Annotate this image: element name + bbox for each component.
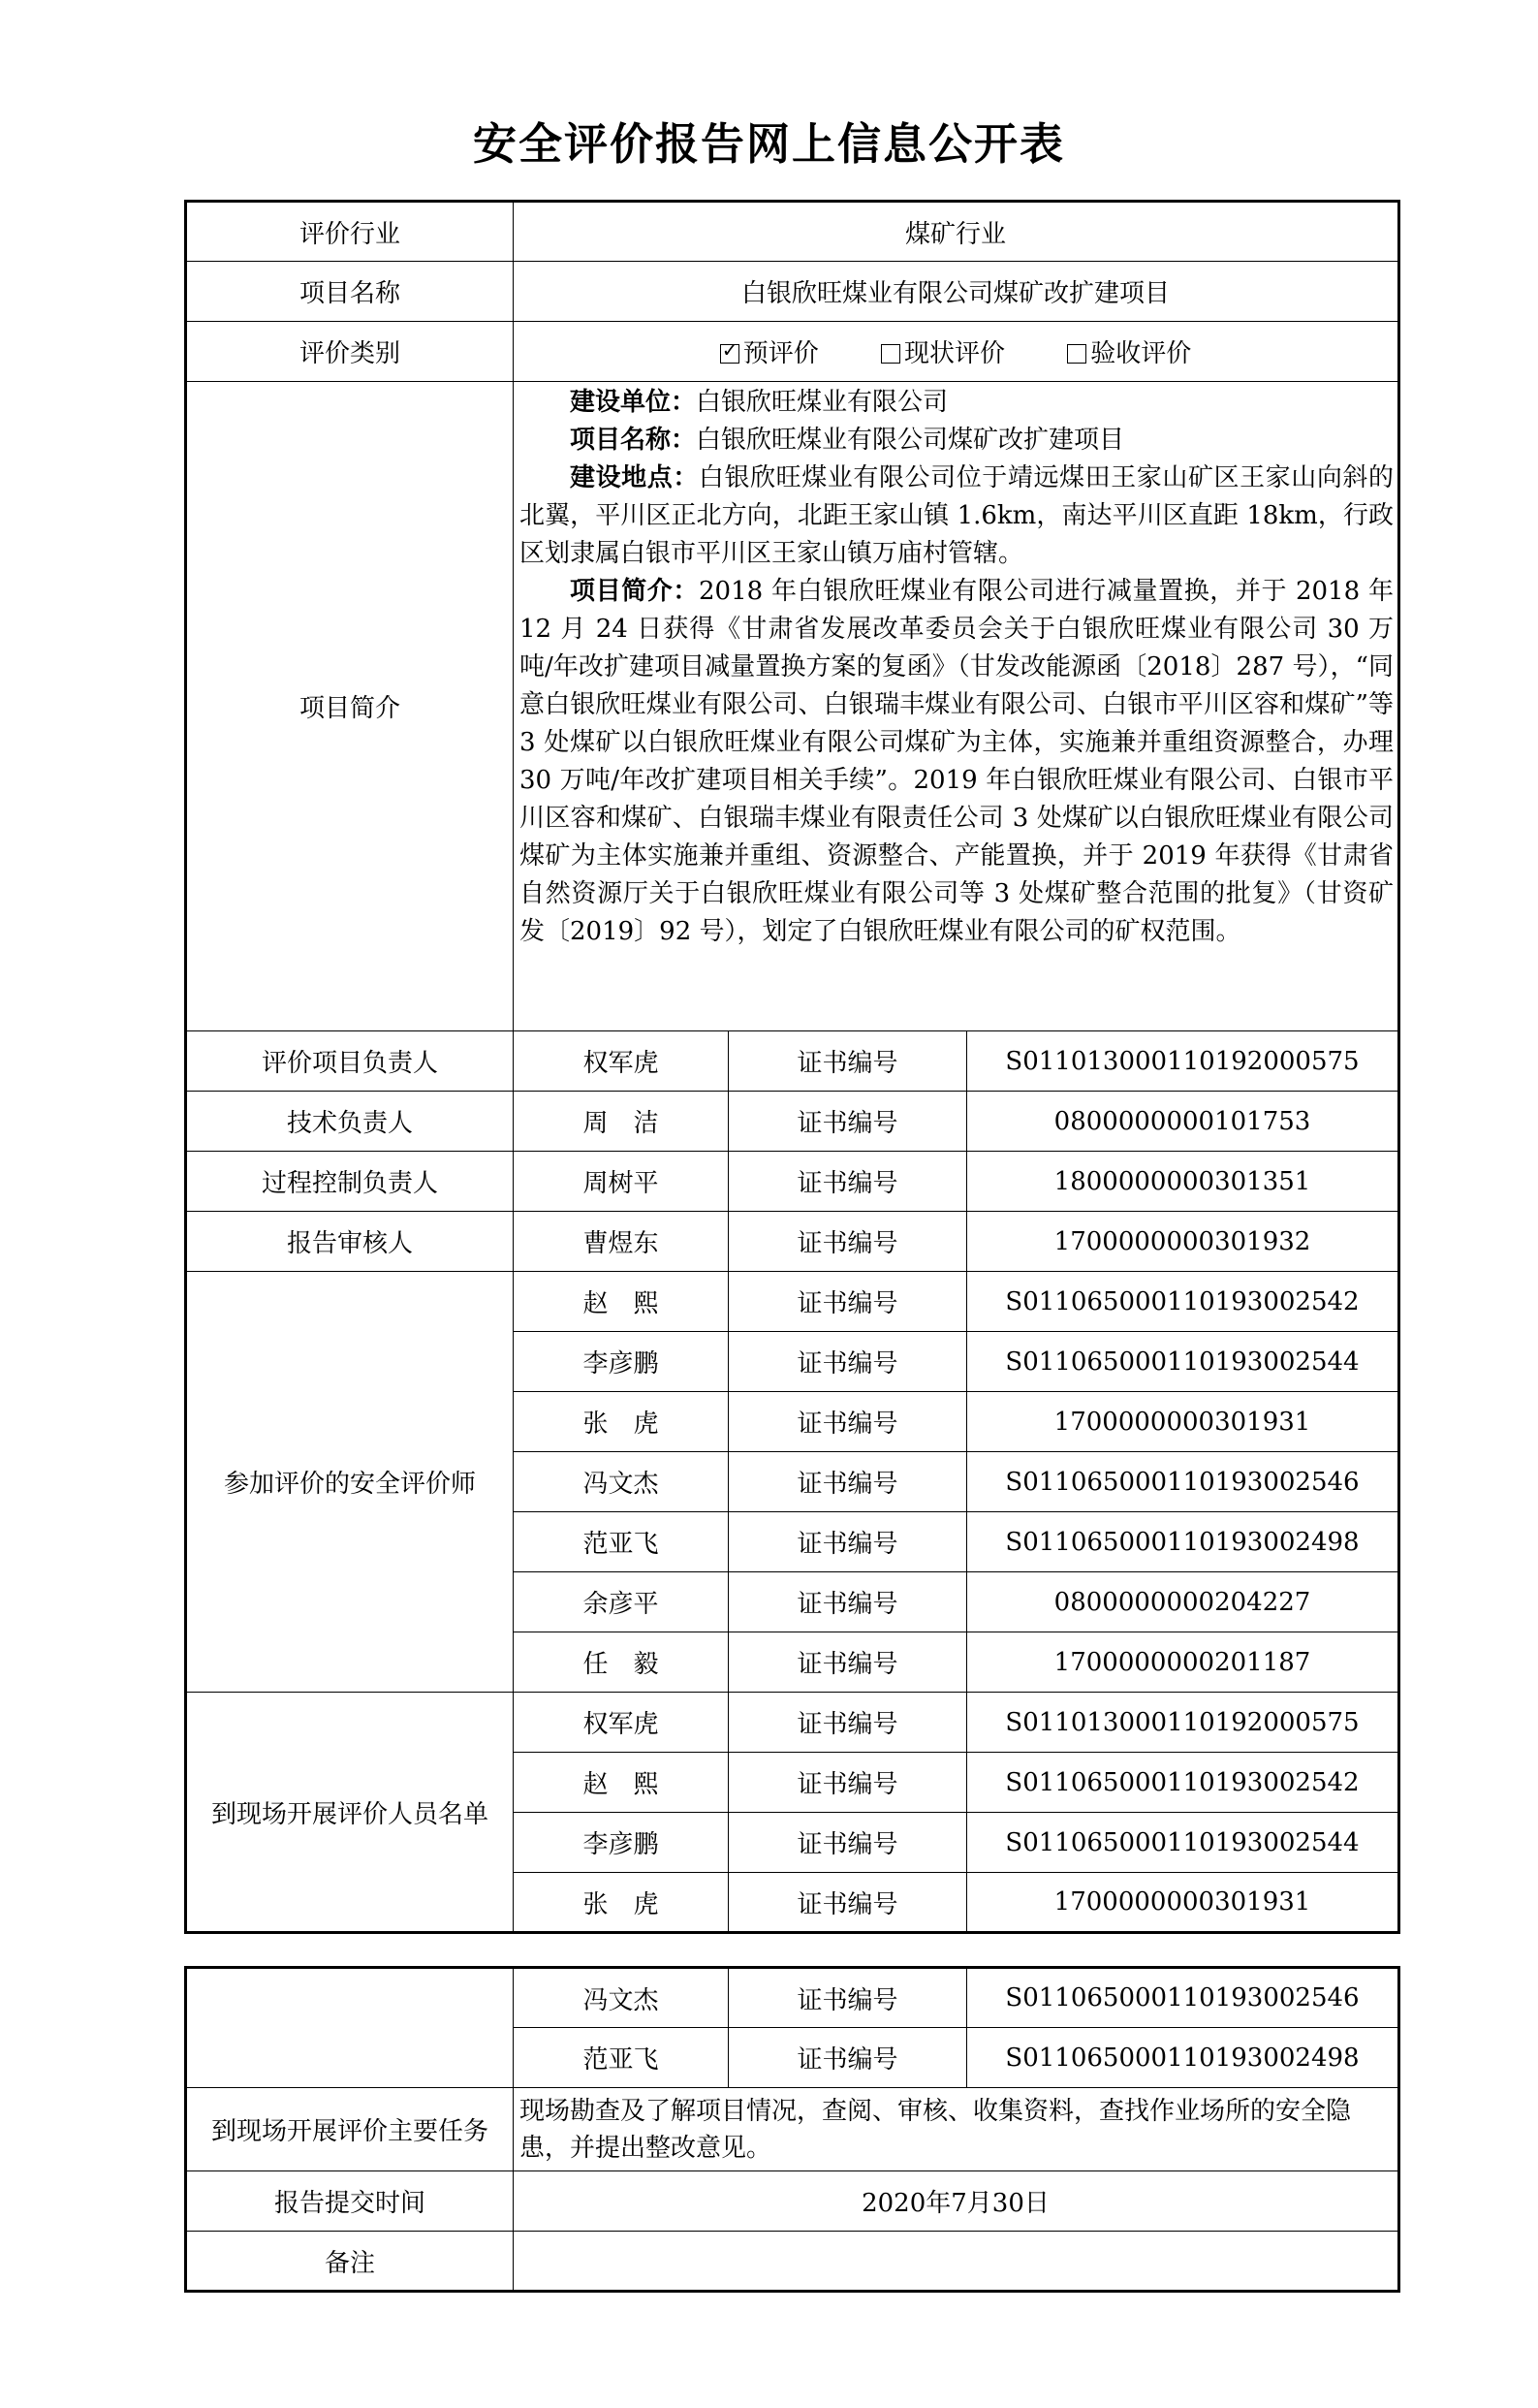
evaluator-cert: S011065000110193002546 <box>967 1452 1399 1512</box>
eval-type-options <box>514 322 1399 382</box>
row-eval-type <box>186 322 1399 382</box>
project-name-label: 项目名称 <box>186 262 514 322</box>
leader-name: 曹煜东 <box>514 1212 729 1272</box>
remark-label: 备注 <box>186 2232 514 2292</box>
onsite-name: 赵 熙 <box>514 1753 729 1813</box>
page-title: 安全评价报告网上信息公开表 <box>472 118 1065 170</box>
cert-label: 证书编号 <box>729 1392 967 1452</box>
onsite-cert: S011013000110192000575 <box>967 1693 1399 1753</box>
intro-brief: 2018 年白银欣旺煤业有限公司进行减量置换，并于 2018 年 12 月 24 日获得《甘肃省发展改革委员会关于白银欣旺煤业有限公司 30 万吨/年改扩建项目减量置换方案的复函》（甘发改能源函〔2018〕287 号），“同意白银欣旺煤业有限公司、白银瑞丰煤业有限公司、白银市平川区容和煤矿”等 3 处煤矿以白银欣旺煤业有限公司煤矿为主体，实施兼并重组资源整合，办理 30 万吨/年改扩建项目相关手续”。2019 年白银欣旺煤业有限公司、白银市平川区容和煤矿、白银瑞丰煤业有限责任公司 3 处煤矿以白银欣旺煤业有限公司煤矿为主体实施兼并重组、资源整合、产能置换，并于 2019 年获得《甘肃省自然资源厅关于白银欣旺煤业有限公司等 3 处煤矿整合范围的批复》（甘资矿发〔2019〕92 号），划定了白银欣旺煤业有限公司的矿权范围。 <box>519 577 1395 946</box>
evaluator-name: 赵 熙 <box>514 1272 729 1332</box>
evaluator-name: 任 毅 <box>514 1632 729 1693</box>
task-value: 现场勘查及了解项目情况，查阅、审核、收集资料，查找作业场所的安全隐患，并提出整改意见。 <box>514 2088 1399 2171</box>
leader-role: 技术负责人 <box>186 1092 514 1152</box>
leader-cert: 1800000000301351 <box>967 1152 1399 1212</box>
cert-label: 证书编号 <box>729 1753 967 1813</box>
intro-site-line <box>519 459 1394 573</box>
leader-role: 评价项目负责人 <box>186 1031 514 1092</box>
row-submit-date <box>186 2171 1399 2232</box>
checked-checkbox-icon[interactable] <box>720 344 739 364</box>
row-leader <box>186 1092 1399 1152</box>
industry-label: 评价行业 <box>186 202 514 262</box>
intro-name-title: 项目名称： <box>570 426 697 455</box>
row-industry <box>186 202 1399 262</box>
cert-label: 证书编号 <box>729 1968 967 2028</box>
leader-cert: 1700000000301932 <box>967 1212 1399 1272</box>
cert-label: 证书编号 <box>729 1512 967 1572</box>
intro-unit-line <box>519 384 1394 422</box>
eval-type-option-pre[interactable] <box>720 339 819 368</box>
leader-role: 过程控制负责人 <box>186 1152 514 1212</box>
leader-cert: 0800000000101753 <box>967 1092 1399 1152</box>
onsite-cert: S011065000110193002498 <box>967 2028 1399 2088</box>
cert-label: 证书编号 <box>729 1813 967 1873</box>
row-onsite <box>186 1968 1399 2028</box>
cert-label: 证书编号 <box>729 1452 967 1512</box>
leader-role: 报告审核人 <box>186 1212 514 1272</box>
info-table-page-2 <box>184 1966 1400 2293</box>
evaluators-label: 参加评价的安全评价师 <box>186 1272 514 1693</box>
intro-site-title: 建设地点： <box>570 463 699 492</box>
eval-type-option-acceptance[interactable] <box>1067 339 1191 368</box>
evaluator-name: 冯文杰 <box>514 1452 729 1512</box>
cert-label: 证书编号 <box>729 1031 967 1092</box>
submit-label: 报告提交时间 <box>186 2171 514 2232</box>
onsite-name: 李彦鹏 <box>514 1813 729 1873</box>
row-project-name <box>186 262 1399 322</box>
option-label: 现状评价 <box>904 339 1006 368</box>
intro-label: 项目简介 <box>186 382 514 1031</box>
cert-label: 证书编号 <box>729 1152 967 1212</box>
row-onsite <box>186 1693 1399 1753</box>
cert-label: 证书编号 <box>729 2028 967 2088</box>
evaluator-cert: S011065000110193002542 <box>967 1272 1399 1332</box>
info-table-page-1 <box>184 200 1400 1934</box>
onsite-label-continued <box>186 1968 514 2088</box>
cert-label: 证书编号 <box>729 1693 967 1753</box>
option-label: 预评价 <box>742 339 819 368</box>
onsite-name: 张 虎 <box>514 1873 729 1933</box>
eval-type-option-current[interactable] <box>881 339 1005 368</box>
intro-brief-line <box>519 573 1394 951</box>
cert-label: 证书编号 <box>729 1572 967 1632</box>
onsite-cert: S011065000110193002542 <box>967 1753 1399 1813</box>
industry-value: 煤矿行业 <box>514 202 1399 262</box>
evaluator-name: 李彦鹏 <box>514 1332 729 1392</box>
leader-name: 权军虎 <box>514 1031 729 1092</box>
unchecked-checkbox-icon[interactable] <box>1067 344 1086 364</box>
row-remark <box>186 2232 1399 2292</box>
row-leader <box>186 1212 1399 1272</box>
evaluator-cert: S011065000110193002544 <box>967 1332 1399 1392</box>
unchecked-checkbox-icon[interactable] <box>881 344 900 364</box>
onsite-label: 到现场开展评价人员名单 <box>186 1693 514 1933</box>
row-intro <box>186 382 1399 1031</box>
leader-name: 周树平 <box>514 1152 729 1212</box>
onsite-name: 权军虎 <box>514 1693 729 1753</box>
evaluator-name: 余彦平 <box>514 1572 729 1632</box>
cert-label: 证书编号 <box>729 1212 967 1272</box>
onsite-cert: 1700000000301931 <box>967 1873 1399 1933</box>
onsite-name: 冯文杰 <box>514 1968 729 2028</box>
row-leader <box>186 1152 1399 1212</box>
submit-date: 2020年7月30日 <box>514 2171 1399 2232</box>
leader-cert: S011013000110192000575 <box>967 1031 1399 1092</box>
cert-label: 证书编号 <box>729 1092 967 1152</box>
cert-label: 证书编号 <box>729 1272 967 1332</box>
intro-site: 白银欣旺煤业有限公司位于靖远煤田王家山矿区王家山向斜的北翼，平川区正北方向，北距王家山镇 1.6km，南达平川区直距 18km，行政区划隶属白银市平川区王家山镇万庙村管辖。 <box>519 463 1395 568</box>
intro-content <box>514 382 1399 1031</box>
cert-label: 证书编号 <box>729 1332 967 1392</box>
task-label: 到现场开展评价主要任务 <box>186 2088 514 2171</box>
evaluator-cert: 0800000000204227 <box>967 1572 1399 1632</box>
intro-name-line <box>519 422 1394 459</box>
onsite-cert: S011065000110193002544 <box>967 1813 1399 1873</box>
onsite-name: 范亚飞 <box>514 2028 729 2088</box>
cert-label: 证书编号 <box>729 1873 967 1933</box>
evaluator-cert: S011065000110193002498 <box>967 1512 1399 1572</box>
cert-label: 证书编号 <box>729 1632 967 1693</box>
leader-name: 周 洁 <box>514 1092 729 1152</box>
intro-unit-title: 建设单位： <box>570 388 697 417</box>
project-name-value: 白银欣旺煤业有限公司煤矿改扩建项目 <box>514 262 1399 322</box>
evaluator-cert: 1700000000201187 <box>967 1632 1399 1693</box>
row-task <box>186 2088 1399 2171</box>
remark-value[interactable] <box>514 2232 1399 2292</box>
evaluator-name: 范亚飞 <box>514 1512 729 1572</box>
onsite-cert: S011065000110193002546 <box>967 1968 1399 2028</box>
row-leader <box>186 1031 1399 1092</box>
intro-brief-title: 项目简介： <box>570 577 700 606</box>
option-label: 验收评价 <box>1090 339 1192 368</box>
eval-type-label: 评价类别 <box>186 322 514 382</box>
evaluator-name: 张 虎 <box>514 1392 729 1452</box>
evaluator-cert: 1700000000301931 <box>967 1392 1399 1452</box>
row-evaluator <box>186 1272 1399 1332</box>
intro-name: 白银欣旺煤业有限公司煤矿改扩建项目 <box>696 426 1125 455</box>
intro-unit: 白银欣旺煤业有限公司 <box>696 388 949 417</box>
